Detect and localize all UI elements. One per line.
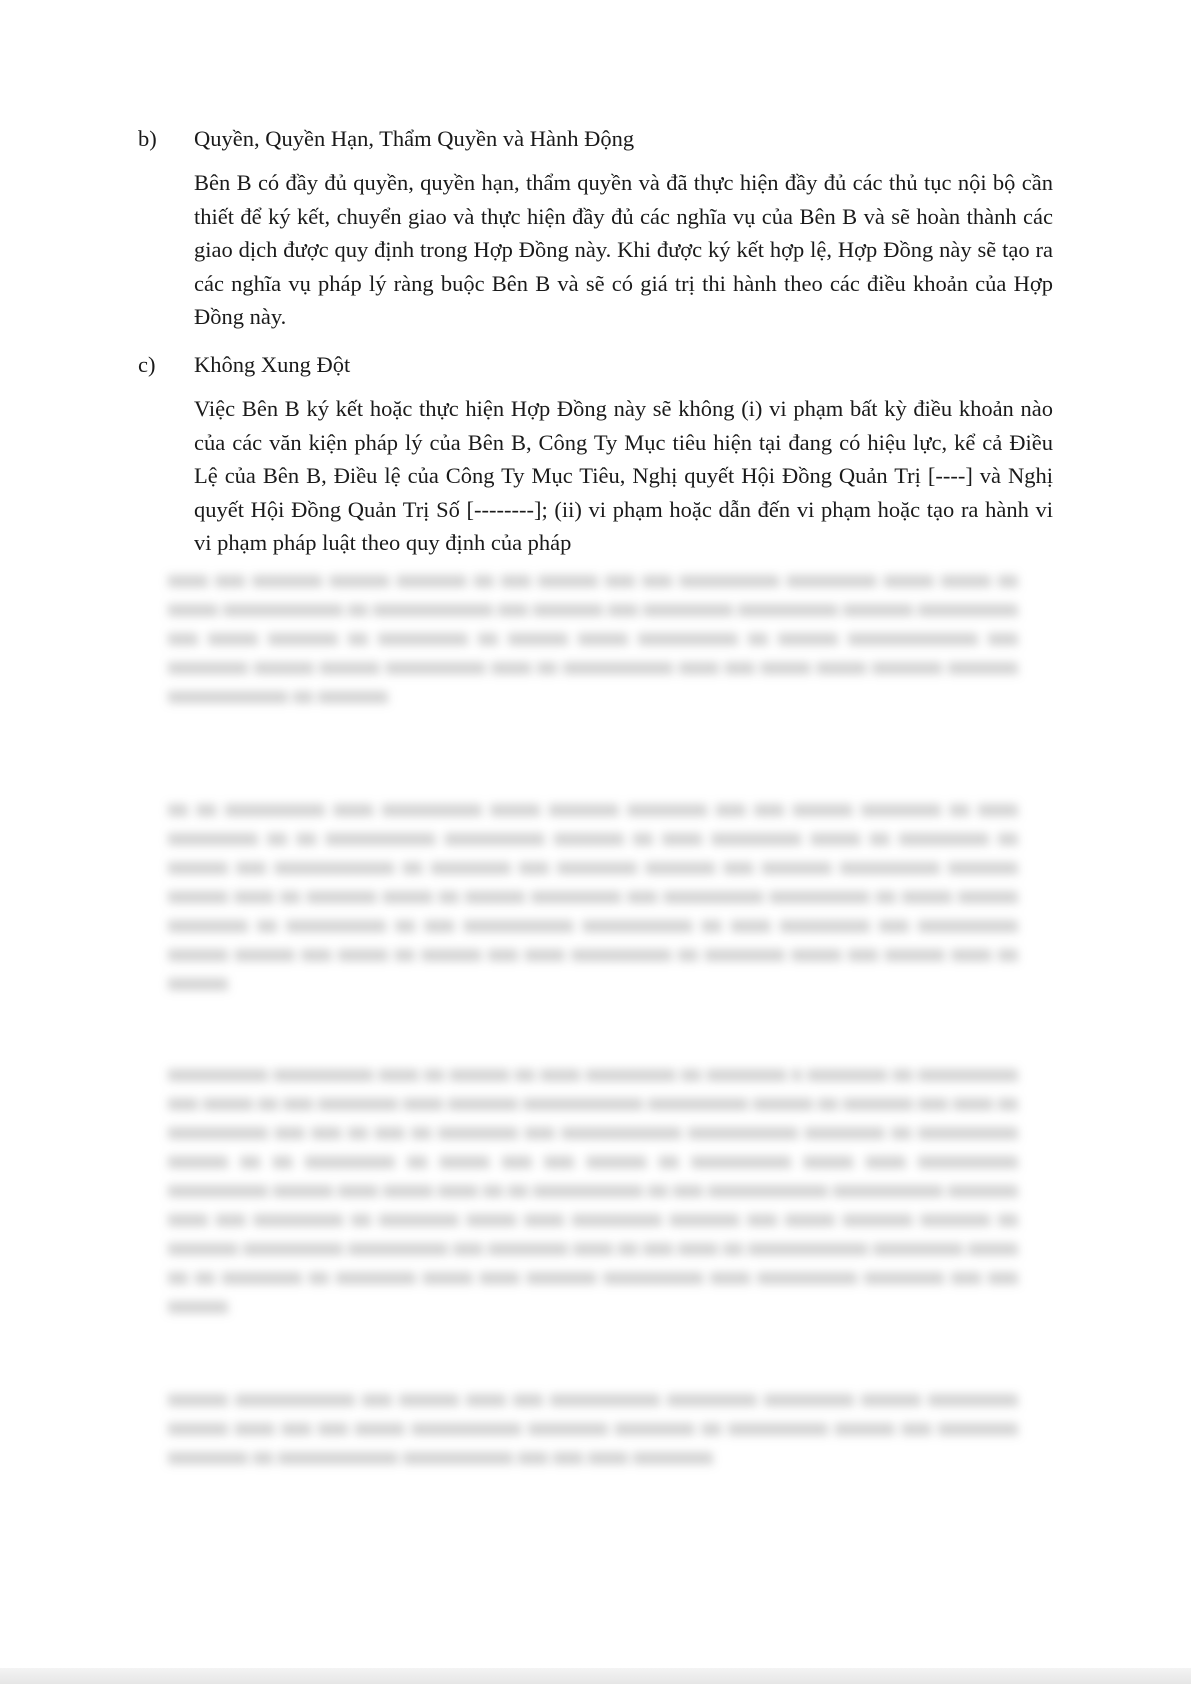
blurred-paragraph: xxxxxxxxxx xxxxxxxxxx xxxx xx xxxxxx xx xxxx xxxxxxxxx xx xxxxxxxx x xxxxxxxx xx xxxxxxxxxx xxx xxxxx xx xxx xxxxxxxx xxxx xxxxxxx xxxxxxxxxxxx xxxxxxxxxx xxxxxx xx xxxxxxx xxx xxxx xx xxxxxxxxxx xxx xxx xx xxx xx xxxxxxxx xxx xxxxxxxxxxxx xxxxxxxxxxx xxxxxxxx xx xxxxxxxxxx xxxxxx xx xx xxxxxxxxx xx xxxxx xxx xxx xxxxxx xx xxxxxxxxxx xxxxx xxxx xxxxxxxxxx xxxxxxxxxx xxxxxx xxxx xxxxx xxxx xx xx xxxxxxxxxxx xx xxx xxxxxxxxxxxx xxxxxxxxxxx xxxxxxx xxxx xxx xxxxxxxxx xx xxxxxxxx xxxxx xxxx xxxxxxxxx xxxxxxx xxx xxxxx xxxxxxx xxxxxxx xx xxxxxxx xxxxxxxxxx xxxxxxxxxx xxx xxxxxxxx xxxx xx xxx xxxx xx xxxxxxxxxxxx xxxxxxxxx xxxxx xx xx xxxxxxxx xx xxxxxxxx xxxxx xxxx xxxxxxx xxxxxxxxxx xxxx xxxxxxxxxx xxxxxxxx xxx xxx xxxxxx [168, 1063, 1018, 1317]
blurred-paragraph: xxxxxx xxxxxxxxxxxx xxx xxxxxx xxxx xxx xxxxxxxxxxx xxxxxxxxx xxxxxxxxx xxxxxx xxxxxxxxx xxxxxx xxxx xxx xxx xxxxx xxxxxxxxxxx xxxxxxxx xxxxxxxx xx xxxxxxxxxx xxxxxx xxx xxxxxxxx xxxxxxxx xx xxxxxxxxxxxx xxxxxxxxxxx xxx xxx xxxx xxxxxxxx [168, 1388, 1018, 1468]
page-bottom-edge [0, 1668, 1191, 1684]
section-heading [138, 122, 1053, 156]
section-heading [138, 348, 1053, 382]
blurred-paragraph: xxxx xxx xxxxxxx xxxxxx xxxxxxx xx xxx xxxxxx xxx xxx xxxxxxxxxx xxxxxxxxx xxxxx xxxxx xx xxxxx xxxxxxxxxxxx xx xxxxxxxxxxxx xxx xxxxxxx xxx xxxxxxxxx xxxxxxxxxx xxxxxxx xxxxxxxxxx xxx xxxxx xxxxxxx xx xxxxxxxxx xx xxxxxx xxxxx xxxxxxxxxx xx xxxxxx xxxxxxxxxxxxx xxx xxxxxxxx xxxxxx xxxxxx xxxxxxxxxx xxxx xx xxxxxxxxxxx xxxx xxx xxxxx xxxxx xxxxxxx xxxxxxx xxxxxxxxxxxx xx xxxxxxx [168, 569, 1018, 707]
blurred-paragraph: xx xx xxxxxxxxxx xxxx xxxxxxxxxx xxxxx xxxxxxx xxxxxxxx xxx xxx xxxxxx xxxxxxxx xx xxxx xxxxxxxxx xx xx xxxxxxxxxxx xxxxxxxxxx xxxxxxx xx xxxx xxxxxxxxx xxxxx xx xxxxxxxxx xx xxxxxx xxx xxxxxxxxxxxx xx xxxxxxxx xxx xxxxxxxx xxxxxxx xxx xxxxxxx xxxxxxxxxx xxxxxxx xxxxxx xxxx xx xxxxxxx xxxxx xx xxxxxx xxxxxxxxx xxx xxxxxxxxxx xxxxxxxxxx xx xxxxx xxxxxx xxxxxxxx xx xxxxxxxxxx xx xxx xxxxxxxxxxx xxxxxxxxxxx xx xxxx xxxxxxxxx xxx xxxxxxxxxx xxxxxx xxxxxx xxx xxxxx xx xxxxxx xxx xxxx xxxxxxxxxx xx xxxxxxxx xxxxx xxx xxxxxx xxxx xx xxxxxx [168, 798, 1018, 994]
section-body: Việc Bên B ký kết hoặc thực hiện Hợp Đồng này sẽ không (i) vi phạm bất kỳ điều khoản nào của các văn kiện pháp lý của Bên B, Công Ty Mục tiêu hiện tại đang có hiệu lực, kể cả Điều Lệ của Bên B, Điều lệ của Công Ty Mục Tiêu, Nghị quyết Hội Đồng Quản Trị [----] và Nghị quyết Hội Đồng Quản Trị Số [--------]; (ii) vi phạm hoặc dẫn đến vi phạm hoặc tạo ra hành vi vi phạm pháp luật theo quy định của pháp [194, 396, 1053, 555]
section-marker: c) [138, 352, 156, 377]
section-body-clip [138, 382, 1053, 592]
section-marker: b) [138, 126, 157, 151]
section-b [138, 122, 1053, 356]
section-title: Quyền, Quyền Hạn, Thẩm Quyền và Hành Động [194, 126, 635, 151]
section-title: Không Xung Đột [194, 352, 351, 377]
section-c [138, 348, 1053, 592]
section-body: Bên B có đầy đủ quyền, quyền hạn, thẩm quyền và đã thực hiện đầy đủ các thủ tục nội bộ cần thiết để ký kết, chuyển giao và thực hiện đầy đủ các nghĩa vụ của Bên B và sẽ hoàn thành các giao dịch được quy định trong Hợp Đồng này. Khi được ký kết hợp lệ, Hợp Đồng này sẽ tạo ra các nghĩa vụ pháp lý ràng buộc Bên B và sẽ có giá trị thi hành theo các điều khoản của Hợp Đồng này. [194, 170, 1053, 329]
